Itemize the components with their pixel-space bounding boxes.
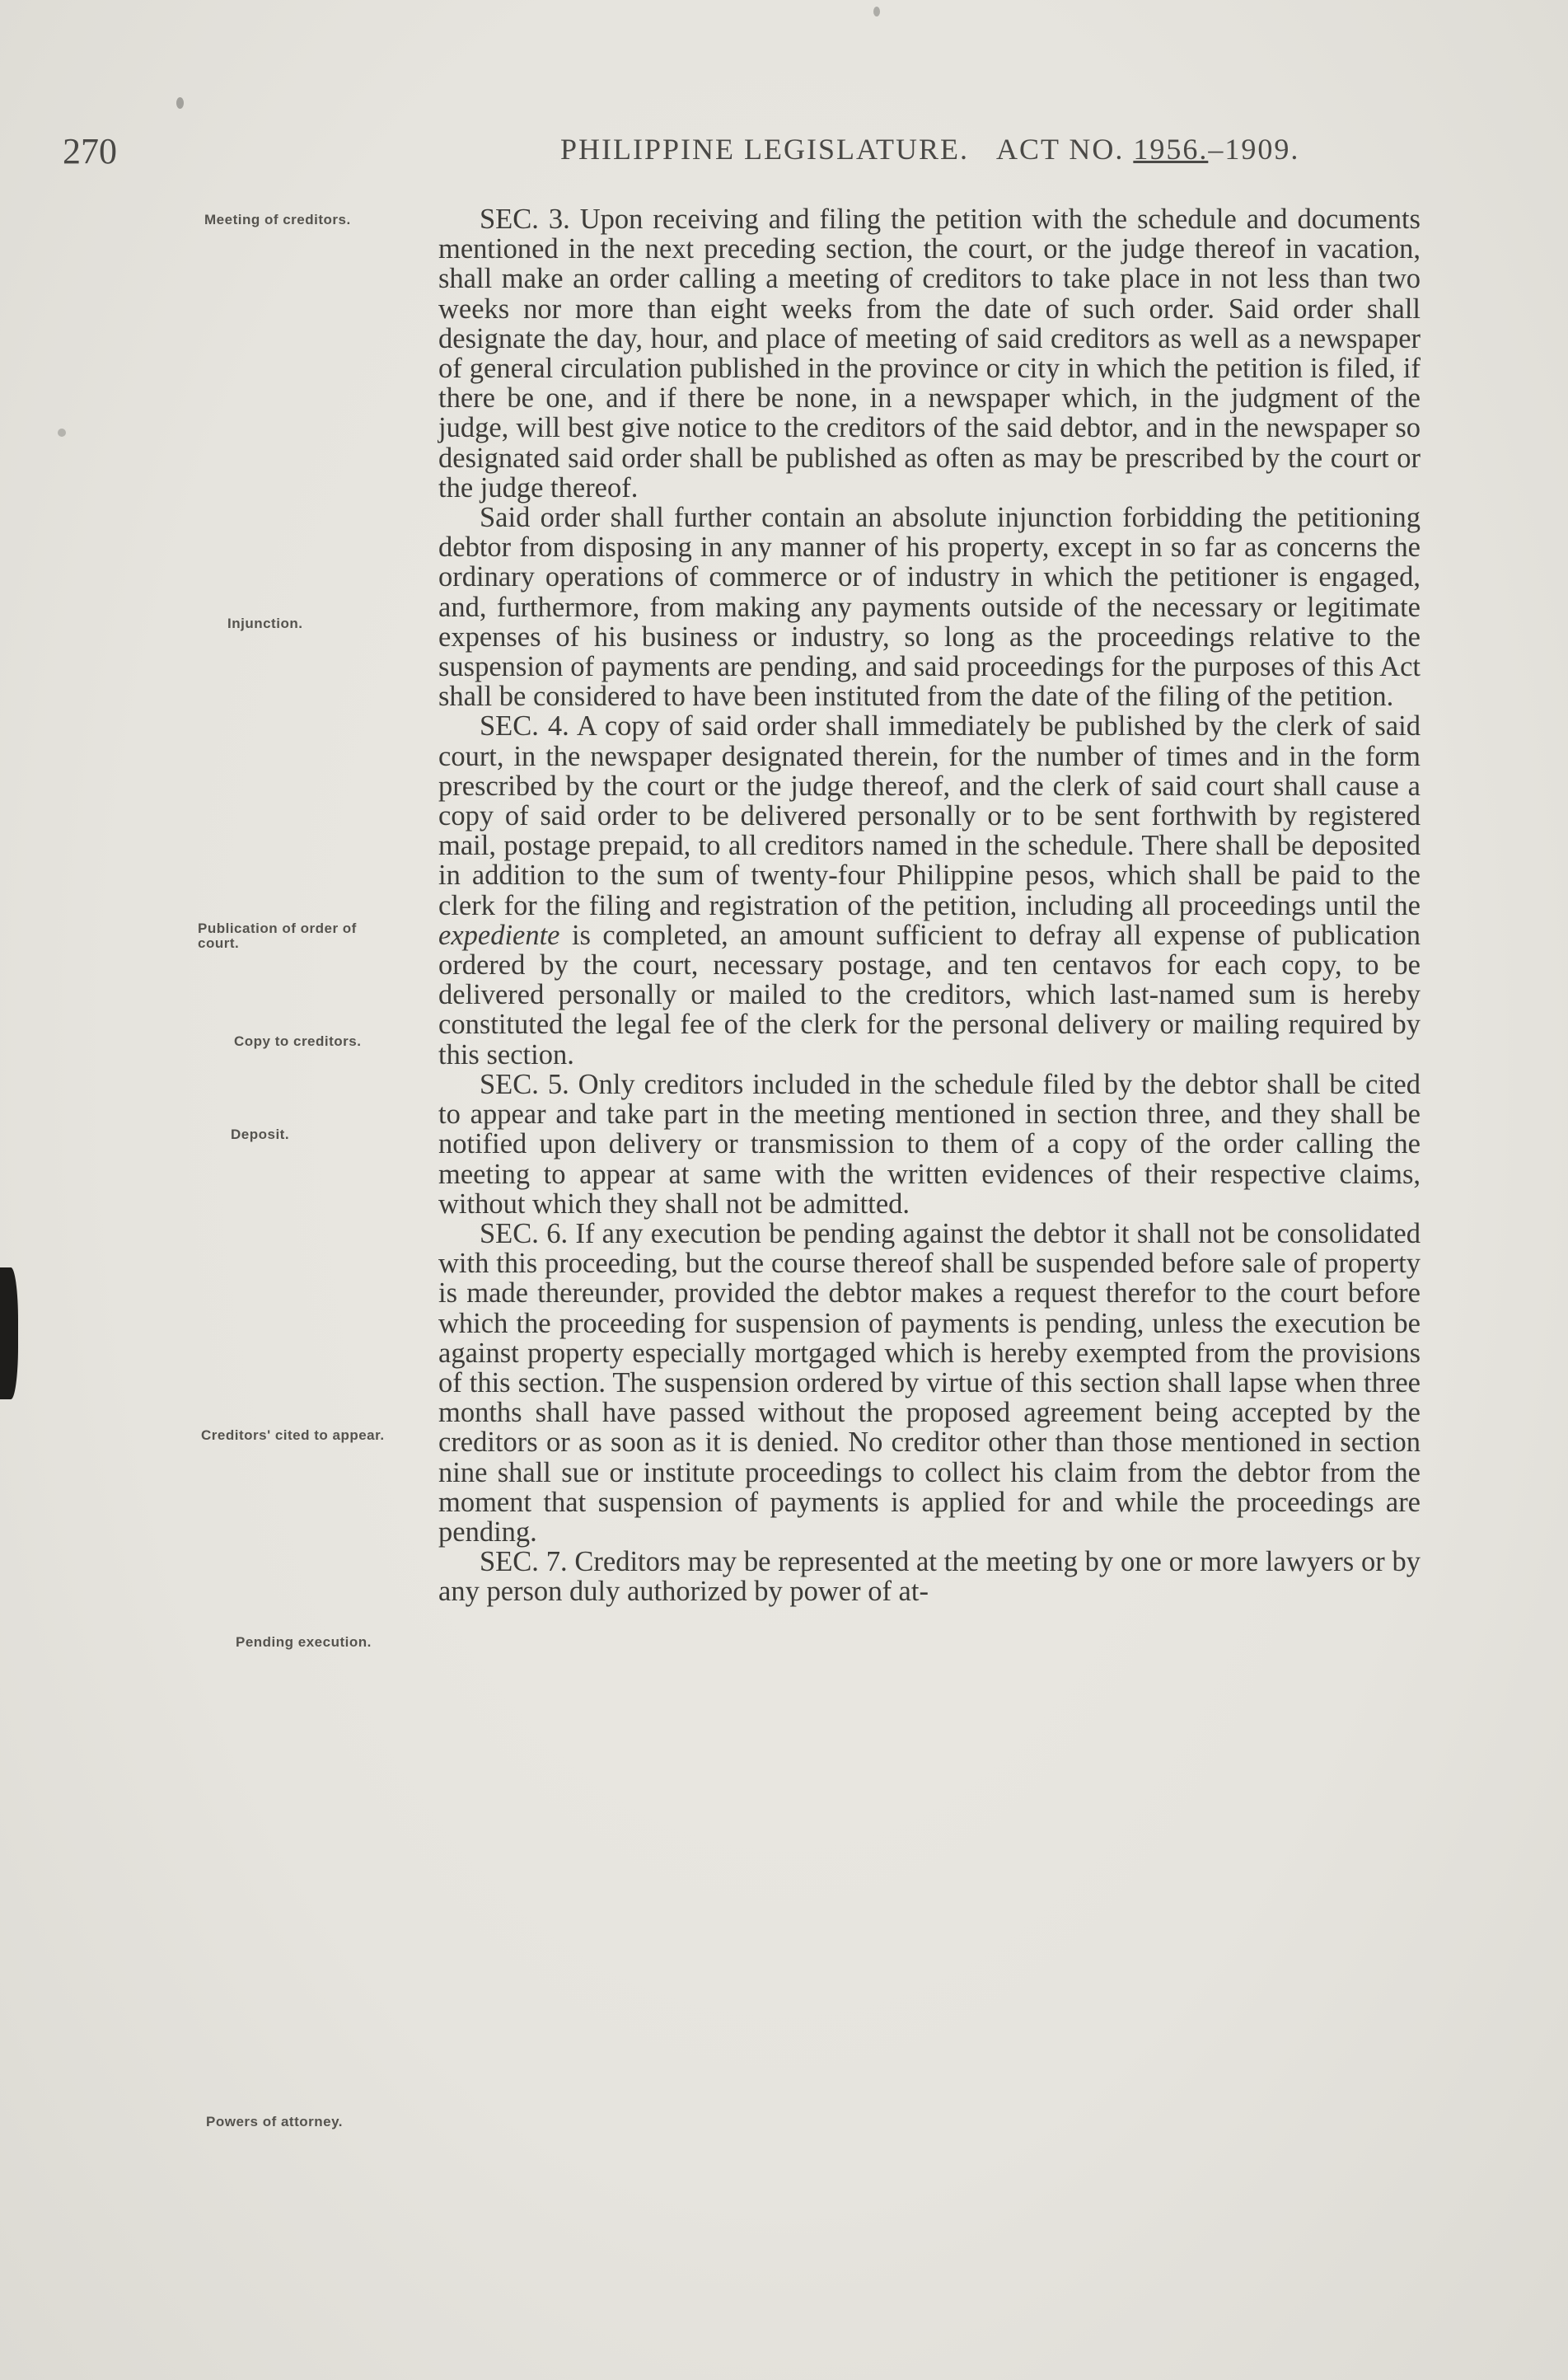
running-head-title: PHILIPPINE LEGISLATURE. <box>560 133 969 166</box>
act-number: 1956. <box>1133 133 1209 166</box>
body-text <box>438 204 1421 1607</box>
paragraph-injunction: Said order shall further contain an absolute injunction forbidding the petitioning debtor from disposing in any manner of his property, except in so far as concerns the ordinary operations of commerce or of industry in which the petitioner is engaged, and, furthermore, from making any payments outside of the necessary or legitimate expenses of his business or industry, so long as the proceedings relative to the suspension of payments are pending, and said proceedings for the purposes of this Act shall be considered to have been instituted from the date of the filing of the petition. <box>438 502 1421 713</box>
speck-mark <box>58 429 66 437</box>
margin-note-meeting-of-creditors: Meeting of creditors. <box>204 212 351 227</box>
paragraph-sec-3: SEC. 3. Upon receiving and filing the petition with the schedule and documents mentioned in the next preceding section, the court, or the judge thereof in vacation, shall make an order calling a meeting of creditors to take place in not less than two weeks nor more than eight weeks from the date of such order. Said order shall designate the day, hour, and place of meeting of said creditors as well as a newspaper of general circulation published in the province or city in which the petition is filed, if there be one, and if there be none, in a newspaper which, in the judgment of the judge, will best give notice to the creditors of the said debtor, and in the newspaper so designated said order shall be published as often as may be prescribed by the court or the judge thereof. <box>438 204 1421 504</box>
sec-4-text-a: SEC. 4. A copy of said order shall immediately be published by the clerk of said court, in the newspaper designated therein, for the number of times and in the form prescribed by the court or the judge thereof, and the clerk of said court shall cause a copy of said order to be delivered personally or to be sent forthwith by registered mail, postage prepaid, to all creditors named in the schedule. There shall be deposited in addition to the sum of twenty-four Philippine pesos, which shall be paid to the clerk for the filing and registration of the petition, including all proceedings until the <box>438 710 1421 921</box>
sec-4-italic-term: expediente <box>438 919 560 951</box>
binding-shadow-mark <box>0 1267 18 1399</box>
margin-note-pending-execution: Pending execution. <box>236 1634 372 1650</box>
speck-mark <box>176 97 184 109</box>
margin-note-publication-of-order: Publication of order of court. <box>198 921 357 951</box>
paragraph-sec-6: SEC. 6. If any execution be pending against the debtor it shall not be consolidated with this proceeding, but the course thereof shall be suspended before sale of property is made thereunder, provided the debtor makes a request therefor to the court before which the proceeding for suspension of payments is pending, unless the execution be against property especially mortgaged which is hereby exempted from the provisions of this section. The suspension ordered by virtue of this section shall lapse when three months shall have passed without the proposed agreement being accepted by the creditors or as soon as it is denied. No creditor other than those mentioned in section nine shall sue or institute proceedings to collect his claim from the debtor from the moment that suspension of payments is applied for and while the proceedings are pending. <box>438 1217 1421 1548</box>
margin-note-deposit: Deposit. <box>231 1127 290 1142</box>
running-head <box>560 132 1299 166</box>
paragraph-sec-4 <box>438 711 1421 1069</box>
margin-note-injunction: Injunction. <box>227 616 303 631</box>
act-year: 1909. <box>1224 133 1300 166</box>
speck-mark <box>873 7 880 16</box>
margin-note-creditors-cited: Creditors' cited to appear. <box>201 1427 385 1443</box>
page-number: 270 <box>63 131 117 171</box>
paragraph-sec-7: SEC. 7. Creditors may be represented at the meeting by one or more lawyers or by any person duly authorized by power of at- <box>438 1546 1421 1608</box>
margin-note-powers-of-attorney: Powers of attorney. <box>206 2114 343 2129</box>
sec-4-text-b: is completed, an amount sufficient to defray all expense of publication ordered by the court, necessary postage, and ten centavos for each copy, to be delivered personally or mailed to the creditors, which last-named sum is hereby constituted the legal fee of the clerk for the personal delivery or mailing required by this section. <box>438 919 1421 1071</box>
running-head-dash: – <box>1208 133 1225 166</box>
paragraph-sec-5: SEC. 5. Only creditors included in the schedule filed by the debtor shall be cited to appear and take part in the meeting mentioned in section three, and they shall be notified upon delivery or transmission to them of a copy of the order calling the meeting to appear at same with the written evidences of their respective claims, without which they shall not be admitted. <box>438 1068 1421 1220</box>
margin-note-copy-to-creditors: Copy to creditors. <box>234 1033 362 1049</box>
act-label: ACT NO. <box>995 133 1125 166</box>
